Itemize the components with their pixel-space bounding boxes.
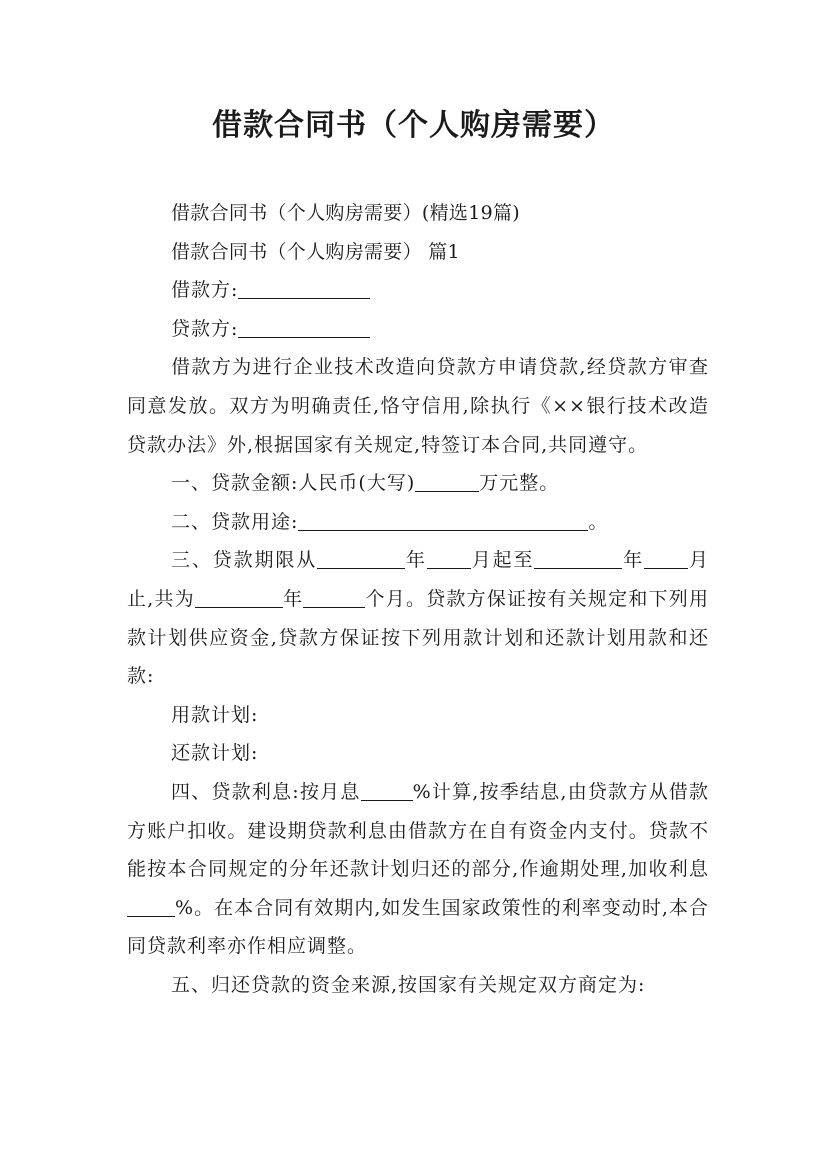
term-month: 月起至 [470,549,535,572]
document-body [127,194,709,1004]
preamble-paragraph: 借款方为进行企业技术改造向贷款方申请贷款,经贷款方审查同意发放。双方为明确责任,恪守信用,除执行《××银行技术改造贷款办法》外,根据国家有关规定,特签订本合同,共同遵守。 [127,356,709,456]
interest-prefix: 四、贷款利息:按月息 [171,780,361,803]
lender-line [127,310,709,349]
part-heading: 借款合同书（个人购房需要） 篇1 [171,240,460,263]
borrower-blank [238,278,370,299]
term-end-year-blank [534,548,622,569]
term-year3: 年 [282,587,304,610]
interest-suffix: %。在本合同有效期内,如发生国家政策性的利率变动时,本合同贷款利率亦作相应调整。 [127,896,709,958]
interest-rate-blank [361,780,413,801]
document-title: 借款合同书（个人购房需要） [212,108,615,143]
purpose-blank [298,510,588,531]
interest-middle: %计算,按季结息,由贷款方从借款方账户扣收。建设期贷款利息由借款方在自有资金内支付。贷款不能按本合同规定的分年还款计划归还的部分,作逾期处理,加收利息 [127,780,709,881]
interest-clause [127,773,709,966]
borrower-line [127,271,709,310]
term-month-end: 月止,共为 [127,549,709,610]
term-total-year-blank [195,587,283,608]
purpose-suffix: 。 [588,510,609,533]
term-year2: 年 [622,549,645,572]
overdue-rate-blank [127,896,175,917]
use-plan-line: 用款计划: [171,703,259,726]
term-total-month-blank [303,587,365,608]
amount-blank [415,471,479,492]
term-year: 年 [405,549,427,572]
purpose-clause [127,503,709,542]
term-suffix: 个月。贷款方保证按有关规定和下列用款计划供应资金,贷款方保证按下列用款计划和还款计划用款和还款: [127,587,709,688]
amount-clause [127,464,709,503]
term-end-month-blank [644,548,688,569]
term-start-month-blank [427,548,471,569]
term-prefix: 三、贷款期限从 [171,549,318,572]
source-clause: 五、归还贷款的资金来源,按国家有关规定双方商定为: [171,973,646,996]
amount-suffix: 万元整。 [479,472,560,495]
purpose-prefix: 二、贷款用途: [171,510,299,533]
borrower-label: 借款方: [171,279,239,302]
term-clause [127,541,709,695]
lender-label: 贷款方: [171,317,239,340]
term-start-year-blank [317,548,405,569]
intro-line: 借款合同书（个人购房需要）(精选19篇) [171,202,521,224]
amount-prefix: 一、贷款金额:人民币(大写) [171,472,416,495]
repay-plan-line: 还款计划: [171,742,259,765]
lender-blank [238,317,370,338]
